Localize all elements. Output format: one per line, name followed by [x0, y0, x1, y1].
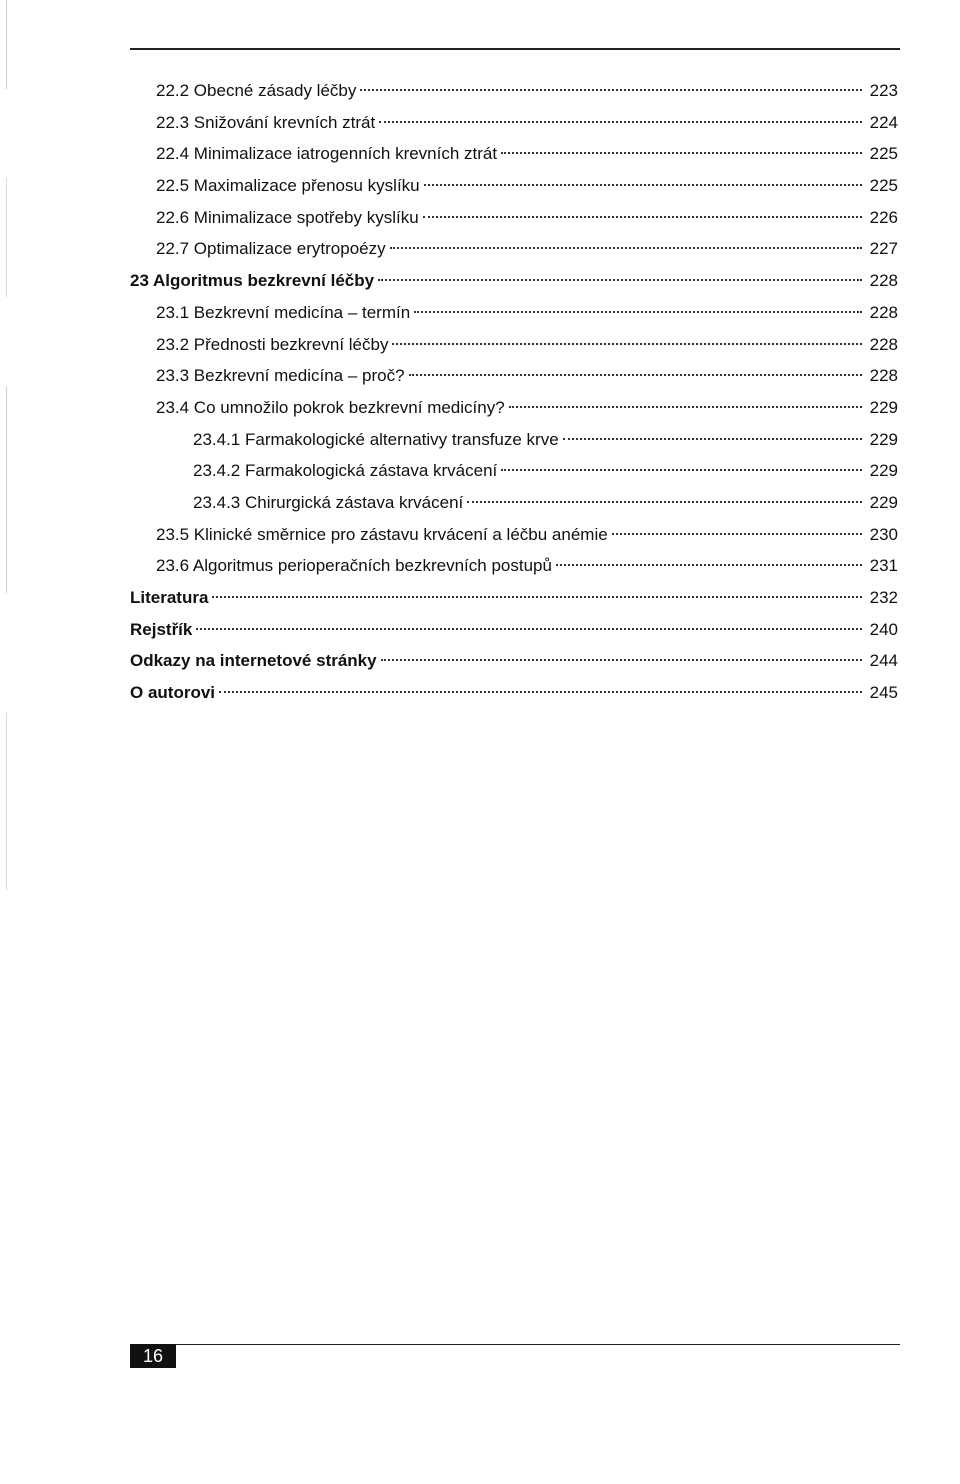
- toc-entry: [130, 265, 898, 297]
- toc-leader-dots: [414, 311, 862, 313]
- toc-entry: [130, 519, 898, 551]
- toc-entry: [130, 202, 898, 234]
- toc-leader-dots: [612, 533, 862, 535]
- toc-entry-page: 245: [869, 683, 898, 703]
- toc-entry: [130, 645, 898, 677]
- toc-entry-page: 232: [869, 588, 898, 607]
- toc-entry: [130, 360, 898, 392]
- toc-leader-dots: [423, 216, 862, 218]
- toc-entry-title: 22.5 Maximalizace přenosu kyslíku: [156, 176, 420, 196]
- page-edge-artifact: [6, 0, 7, 1484]
- toc-entry-page: 223: [869, 81, 898, 100]
- toc-entry: [130, 75, 898, 107]
- bottom-rule: [130, 1344, 900, 1345]
- toc-entry-page: 244: [869, 651, 898, 671]
- toc-leader-dots: [467, 501, 862, 503]
- toc-entry-title: 23.3 Bezkrevní medicína – proč?: [156, 366, 405, 386]
- toc-entry-title: 23.6 Algoritmus perioperačních bezkrevních postupů: [156, 556, 552, 576]
- toc-entry: [130, 392, 898, 424]
- toc-leader-dots: [392, 343, 862, 345]
- toc-entry-title: 22.2 Obecné zásady léčby: [156, 81, 357, 100]
- toc-entry-title: 23.1 Bezkrevní medicína – termín: [156, 302, 411, 322]
- table-of-contents: [130, 75, 898, 709]
- toc-entry-title: Literatura: [130, 588, 209, 607]
- toc-entry-title: 22.3 Snižování krevních ztrát: [156, 112, 376, 132]
- toc-entry: [130, 550, 898, 582]
- toc-entry-page: 225: [869, 176, 898, 196]
- toc-leader-dots: [509, 406, 862, 408]
- toc-entry-title: 23.4.2 Farmakologická zástava krvácení: [193, 461, 498, 481]
- toc-entry-title: Rejstřík: [130, 619, 193, 639]
- toc-entry-page: 228: [869, 302, 898, 322]
- toc-entry: [130, 138, 898, 170]
- toc-entry-page: 224: [869, 112, 898, 132]
- toc-entry-title: 23.5 Klinické směrnice pro zástavu krvácení a léčbu anémie: [156, 524, 608, 544]
- toc-leader-dots: [563, 438, 862, 440]
- toc-entry: [130, 614, 898, 646]
- toc-leader-dots: [409, 374, 862, 376]
- toc-entry: [130, 170, 898, 202]
- toc-entry-title: O autorovi: [130, 683, 216, 703]
- toc-entry-title: 23.4.3 Chirurgická zástava krvácení: [193, 492, 464, 512]
- toc-entry-title: 22.7 Optimalizace erytropoézy: [156, 239, 386, 259]
- toc-entry: [130, 233, 898, 265]
- toc-entry-title: 23 Algoritmus bezkrevní léčby: [130, 271, 375, 291]
- page-number: 16: [130, 1344, 176, 1368]
- toc-leader-dots: [501, 469, 862, 471]
- toc-entry: [130, 297, 898, 329]
- toc-entry-title: 23.4.1 Farmakologické alternativy transfuze krve: [193, 429, 559, 449]
- toc-entry-page: 226: [869, 207, 898, 227]
- toc-leader-dots: [378, 279, 862, 281]
- toc-entry-page: 230: [869, 524, 898, 544]
- toc-leader-dots: [390, 247, 862, 249]
- toc-entry: [130, 329, 898, 361]
- toc-entry-page: 229: [869, 492, 898, 512]
- toc-entry-page: 227: [869, 239, 898, 259]
- toc-leader-dots: [424, 184, 862, 186]
- toc-entry: [130, 107, 898, 139]
- toc-leader-dots: [212, 596, 862, 598]
- top-rule: [130, 48, 900, 50]
- toc-entry-title: 22.6 Minimalizace spotřeby kyslíku: [156, 207, 419, 227]
- toc-leader-dots: [379, 121, 862, 123]
- toc-entry-page: 228: [869, 334, 898, 354]
- toc-entry: [130, 487, 898, 519]
- toc-entry-page: 228: [869, 366, 898, 386]
- toc-leader-dots: [360, 89, 862, 91]
- toc-entry-page: 229: [869, 397, 898, 417]
- toc-entry-page: 225: [869, 144, 898, 164]
- toc-leader-dots: [219, 691, 862, 693]
- toc-entry-page: 229: [869, 461, 898, 481]
- toc-leader-dots: [501, 152, 862, 154]
- toc-entry: [130, 677, 898, 709]
- toc-leader-dots: [196, 628, 862, 630]
- toc-entry-page: 240: [869, 619, 898, 639]
- toc-entry-title: 22.4 Minimalizace iatrogenních krevních ztrát: [156, 144, 498, 164]
- toc-leader-dots: [381, 659, 862, 661]
- toc-entry: [130, 455, 898, 487]
- toc-entry-page: 228: [869, 271, 898, 291]
- toc-entry-title: 23.2 Přednosti bezkrevní léčby: [156, 334, 389, 354]
- toc-entry-page: 229: [869, 429, 898, 449]
- toc-entry-page: 231: [869, 556, 898, 576]
- toc-entry: [130, 424, 898, 456]
- toc-entry-title: 23.4 Co umnožilo pokrok bezkrevní medicíny?: [156, 397, 505, 417]
- toc-entry-title: Odkazy na internetové stránky: [130, 651, 377, 671]
- toc-leader-dots: [556, 564, 862, 566]
- toc-entry: [130, 582, 898, 614]
